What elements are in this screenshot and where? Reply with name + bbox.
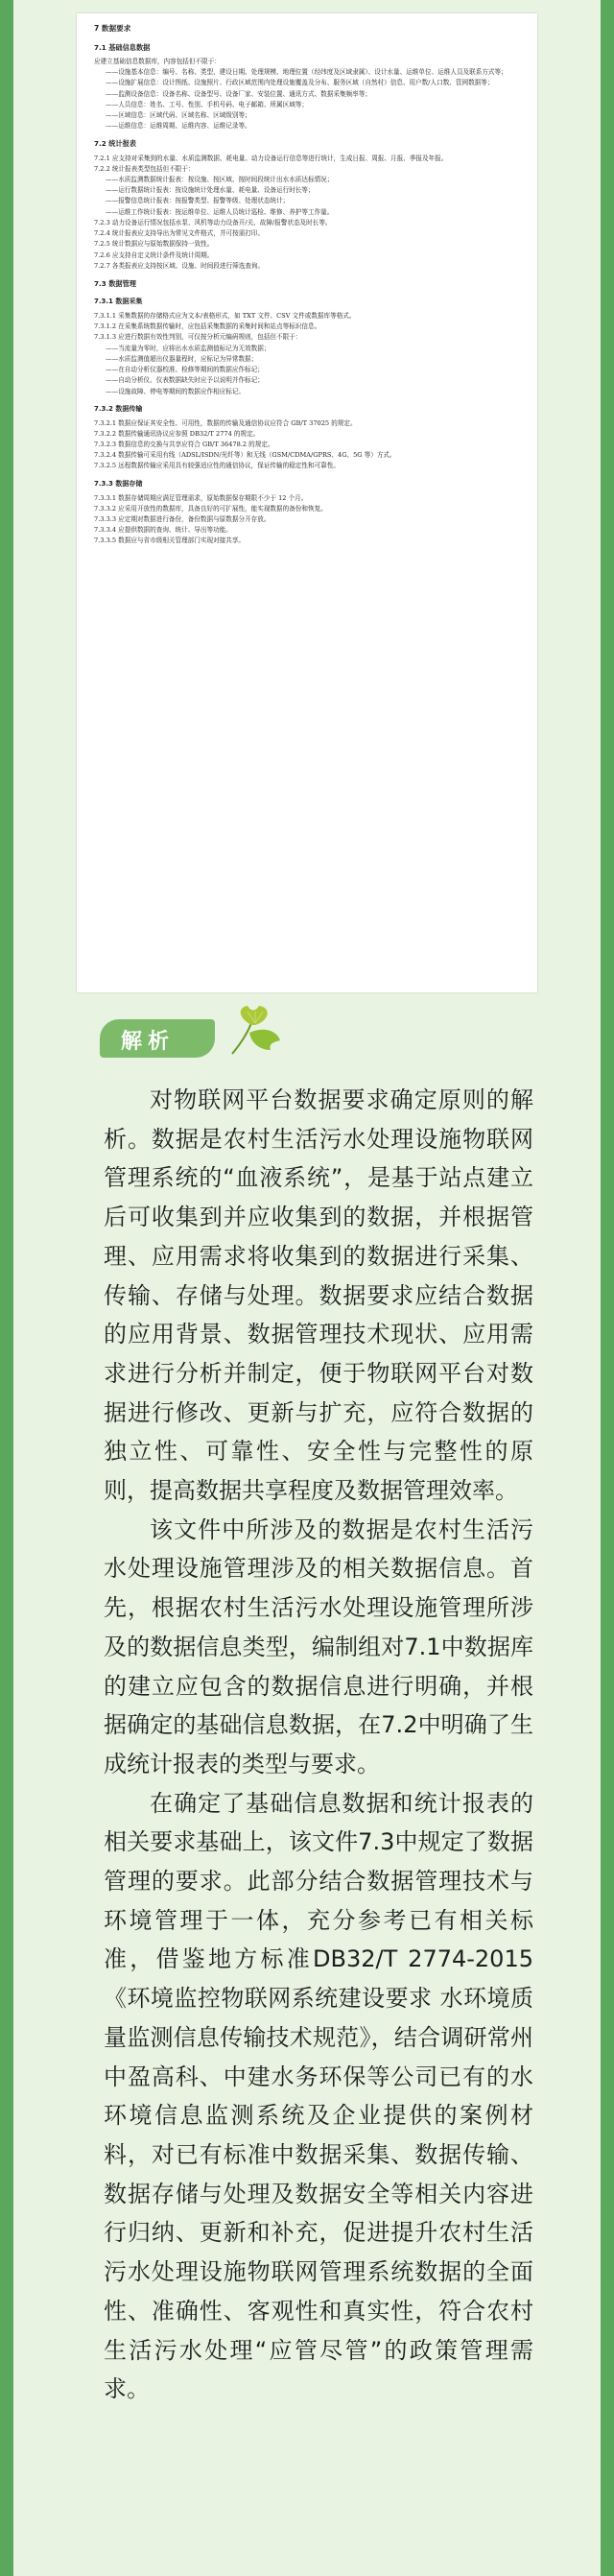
subsection-title-7-2: 7.2 统计报表 bbox=[94, 139, 136, 149]
ginkgo-leaf-icon bbox=[223, 1004, 290, 1061]
clause: 7.3.1.2 在采集系统数据传输时，应包括采集数据的采集时间和站点等标识信息。 bbox=[94, 322, 321, 331]
analysis-banner bbox=[100, 1019, 215, 1061]
clause: 7.3.2.1 数据应保证其安全性、可用性，数据的传输及通信协议应符合 GB/T 37025 的规定。 bbox=[94, 418, 357, 427]
analysis-paragraph-1: 对物联网平台数据要求确定原则的解析。数据是农村生活污水处理设施物联网管理系统的“血液系统”，是基于站点建立后可收集到并应收集到的数据，并根据管理、应用需求将收集到的数据进行采集、传输、存储与处理。数据要求应结合数据的应用背景、数据管理技术现状、应用需求进行分析并制定，便于物联网平台对数据进行修改、更新与扩充，应符合数据的独立性、可靠性、安全性与完整性的原则，提高数据共享程度及数据管理效率。 bbox=[104, 1086, 533, 1505]
list-item: ——运维信息：运维周期、运维内容、运维记录等。 bbox=[106, 122, 251, 131]
clause: 7.2.2 统计报表类型包括但不限于： bbox=[94, 164, 195, 173]
clause: 7.3.3.5 数据应与省市级相关管理部门实现对接共享。 bbox=[94, 537, 246, 545]
clause: 7.3.3.3 应定期对数据进行备份，备份数据与原数据分开存放。 bbox=[94, 514, 271, 523]
analysis-paragraph-3: 在确定了基础信息数据和统计报表的相关要求基础上，该文件7.3中规定了数据管理的要求。此部分结合数据管理技术与环境管理于一体，充分参考已有相关标准，借鉴地方标准DB32/T 2774-2015《环境监控物联网系统建设要求 水环境质量监测信息传输技术规范》，结合调研常州中盈高科、中建水务环保等公司已有的水环境信息监测系统及企业提供的案例材料，对已有标准中数据采集、数据传输、数据存储与处理及数据安全等相关内容进行归纳、更新和补充，促进提升农村生活污水处理设施物联网管理系统数据的全面性、准确性、客观性和真实性，符合农村生活污水处理“应管尽管”的政策管理需求。 bbox=[104, 1789, 533, 2403]
list-item: ——设施故障、停电等期间的数据应作相应标记。 bbox=[106, 387, 246, 395]
list-item: ——设施基本信息：编号、名称、类型、建设日期、处理规模、地理位置（经纬度及区域隶属）、设计水量、运维单位、运维人员及联系方式等； bbox=[106, 68, 508, 77]
clause: 7.3.1.3 应进行数据有效性判别，可仅按分析元编码规则，包括但不限于： bbox=[94, 333, 302, 342]
list-item: ——在自动分析仪器校准、检修等期间的数据应作标记； bbox=[106, 366, 264, 374]
clause: 7.3.2.4 数据传输可采用有线（ADSL/ISDN/光纤等）和无线（GSM/CDMA/GPRS、4G、5G 等）方式。 bbox=[94, 451, 396, 460]
clause: 7.2.4 统计报表应支持导出为常见文件格式，并可按需打印。 bbox=[94, 229, 265, 238]
clause: 7.3.2.5 远程数据传输应采用具有较强适应性的通信协议，保证传输的稳定性和可靠性。 bbox=[94, 462, 340, 470]
list-item: ——人员信息：姓名、工号、性别、手机号码、电子邮箱、所属区域等； bbox=[106, 100, 308, 108]
clause: 7.3.3.4 应提供数据的查询、统计、导出等功能。 bbox=[94, 526, 232, 535]
section-title: 7 数据要求 bbox=[94, 24, 131, 33]
standard-document-scan bbox=[77, 13, 537, 992]
subsection-title-7-1: 7.1 基础信息数据 bbox=[94, 42, 151, 52]
subsection-title-7-3-2: 7.3.2 数据传输 bbox=[94, 404, 143, 413]
clause: 7.3.1.1 采集数据的存储格式应为文本/表格形式，如 TXT 文件、CSV 文件或数据库等格式。 bbox=[94, 312, 356, 321]
clause: 7.2.5 统计数据应与原始数据保持一致性。 bbox=[94, 240, 214, 249]
banner-label: 解析 bbox=[121, 1030, 176, 1054]
subsection-title-7-3-3: 7.3.3 数据存储 bbox=[94, 479, 143, 488]
list-item: ——水质监测值超出仪器量程时，应标记为异常数据； bbox=[106, 354, 258, 363]
list-item: ——运行数据统计报表：按设施统计处理水量、耗电量、设备运行时长等； bbox=[106, 186, 315, 195]
clause: 7.3.2.2 数据传输通讯协议应参照 DB32/T 2774 的规定。 bbox=[94, 429, 260, 438]
clause: 7.2.1 应支持对采集到的水量、水质监测数据、耗电量、动力设备运行信息等进行统计，生成日报、周报、月报、季报及年报。 bbox=[94, 154, 448, 162]
clause: 7.2.7 各类报表应支持按区域、设施、时间段进行筛选查询。 bbox=[94, 261, 265, 270]
analysis-paragraph-2: 该文件中所涉及的数据是农村生活污水处理设施管理涉及的相关数据信息。首先，根据农村生活污水处理设施管理所涉及的数据信息类型，编制组对7.1中数据库的建立应包含的数据信息进行明确，并根据确定的基础信息数据，在7.2中明确了生成统计报表的类型与要求。 bbox=[104, 1515, 533, 1777]
list-item: ——设施扩展信息：设计图纸、设施照片、行政区域范围内处理设施覆盖及分布、服务区域（自然村）信息、用户数/人口数、管网数据等； bbox=[106, 79, 494, 87]
list-item: ——报警信息统计报表：按报警类型、报警等级、处理状态统计； bbox=[106, 197, 290, 205]
list-item: ——区域信息：区域代码、区域名称、区域级别等； bbox=[106, 111, 251, 120]
list-item: ——监测设备信息：设备名称、设备型号、设备厂家、安装位置、通讯方式、数据采集频率等； bbox=[106, 89, 371, 98]
clause: 7.2.3 动力设备运行情况包括水泵、风机等动力设备开/关、故障/报警状态及时长等。 bbox=[94, 218, 332, 227]
list-item: ——自动分析仪、仪表数据缺失时应予以说明并作标记； bbox=[106, 376, 264, 385]
clause: 7.2.6 应支持自定义统计条件及统计周期。 bbox=[94, 250, 214, 259]
list-item: ——运维工作统计报表：按运维单位、运维人员统计巡检、维修、养护等工作量。 bbox=[106, 207, 334, 216]
list-item: ——当流量为零时，应将出水水质监测值标记为无效数据； bbox=[106, 344, 271, 352]
list-item: ——水质监测数据统计报表：按设施、按区域、按时间段统计出水水质达标情况； bbox=[106, 176, 334, 184]
analysis-text bbox=[104, 1081, 533, 2409]
clause: 7.3.3.2 应采用开放性的数据库，具备良好的可扩展性，能实现数据的备份和恢复。 bbox=[94, 504, 327, 513]
subsection-intro: 应建立基础信息数据库，内容包括但不限于： bbox=[94, 57, 221, 65]
clause: 7.3.2.3 数据信息的交换与共享应符合 GB/T 36478.2 的规定。 bbox=[94, 441, 274, 449]
subsection-title-7-3-1: 7.3.1 数据采集 bbox=[94, 298, 143, 306]
clause: 7.3.3.1 数据存储周期应满足管理需求，原始数据保存期限不少于 12 个月。 bbox=[94, 493, 308, 502]
subsection-title-7-3: 7.3 数据管理 bbox=[94, 279, 136, 289]
